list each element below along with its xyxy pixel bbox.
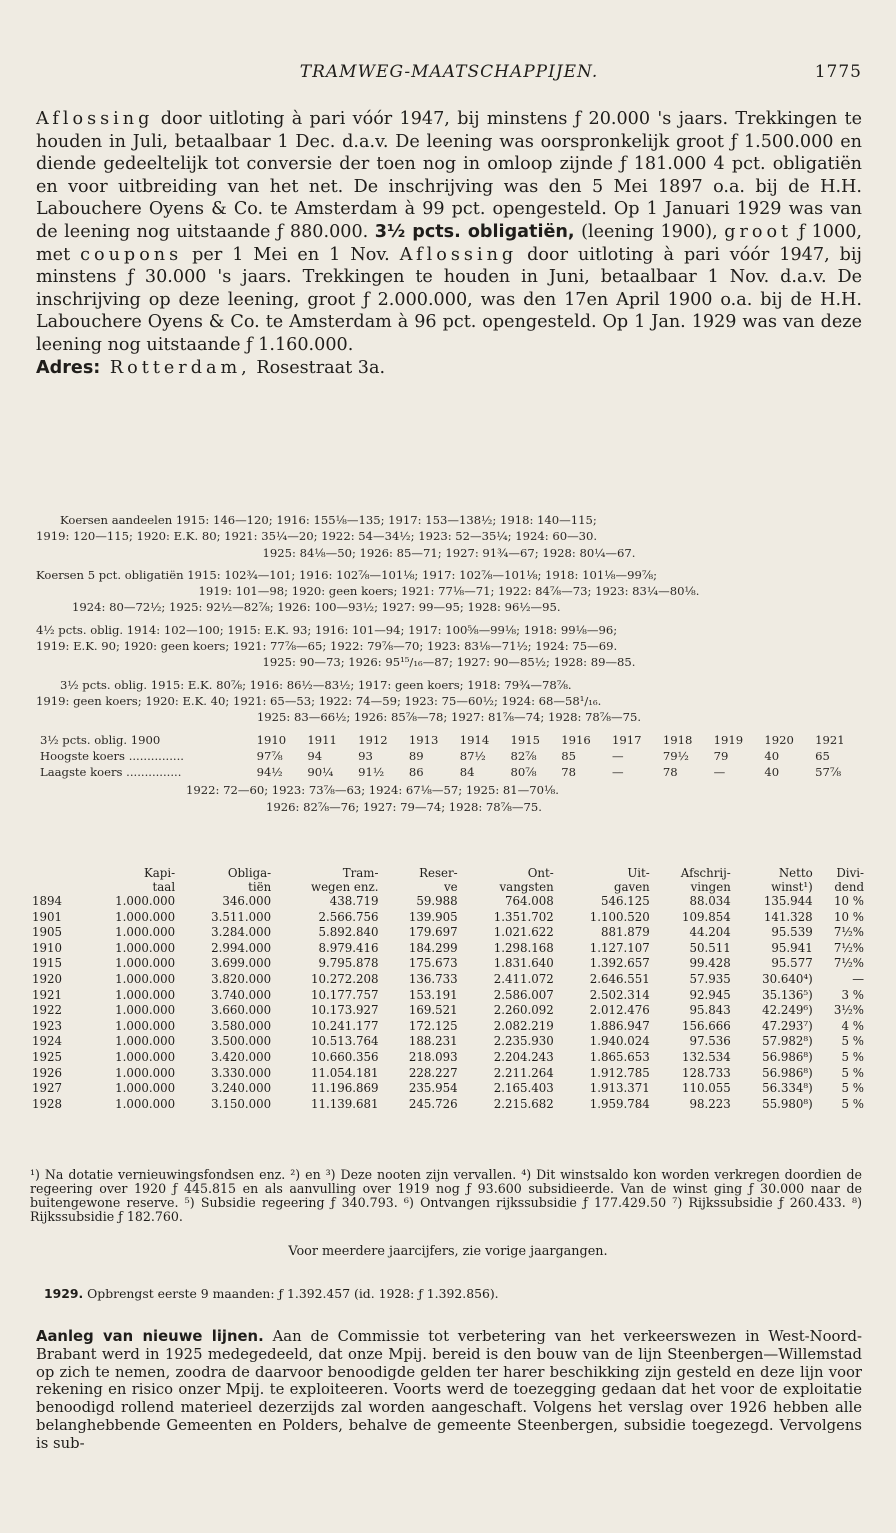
row-year: 1901 (32, 909, 63, 924)
table-cell: 438.719 (329, 894, 379, 908)
hl-cell: 78 (561, 765, 577, 780)
table-cell: 1.000.000 (115, 1003, 176, 1018)
hl-cell: 91½ (358, 765, 385, 780)
table-cell: 1.351.702 (493, 909, 554, 924)
hl-cell: 57⅞ (815, 765, 842, 780)
aflossing-label-2: Aflossing (399, 244, 518, 265)
hl-cell: 1921 (815, 732, 845, 747)
table-cell: 2.211.264 (493, 1065, 554, 1080)
table-cell: 1.100.520 (589, 909, 650, 924)
table-cell: 1.913.371 (589, 1081, 650, 1096)
table-cell: 57.935 (689, 971, 731, 986)
address-street: Rosestraat 3a. (250, 357, 386, 378)
row-year: 1894 (32, 894, 63, 908)
row-year: 1920 (32, 971, 63, 986)
hl-cell: 40 (764, 765, 780, 780)
quote-line: 1925: 84⅛—50; 1926: 85—71; 1927: 91¾—67; 1928: 80¼—67. (262, 545, 636, 560)
column-header-line: taal (152, 880, 176, 894)
table-cell: 99.428 (689, 956, 731, 971)
table-row (30, 910, 866, 926)
table-cell: 179.697 (408, 925, 458, 940)
column-header-line: Kapi- (143, 866, 176, 880)
hl-cell: — (713, 765, 726, 780)
hl-cell (242, 732, 253, 748)
table-cell: 188.231 (408, 1034, 458, 1049)
hl-cell: 94 (307, 748, 323, 763)
quote-line: 1919: geen koers; 1920: E.K. 40; 1921: 65—53; 1922: 74—59; 1923: 75—60½; 1924: 68—58¹/₁₆. (36, 693, 602, 708)
table-row (30, 988, 866, 1004)
hl-cell: 79½ (662, 748, 689, 763)
table-cell: 1.000.000 (115, 1034, 176, 1049)
table-cell: 10.272.208 (310, 971, 379, 986)
hl-cell: 79 (713, 748, 729, 763)
table-cell: 92.945 (689, 987, 731, 1002)
hl-cell: 3½ pcts. oblig. 1900 (40, 732, 161, 747)
column-header-line: Obliga- (227, 866, 272, 880)
column-header-line: Ont- (527, 866, 554, 880)
hl-cell: 1912 (358, 732, 388, 747)
hl-cell: 87½ (459, 748, 486, 763)
financial-table (30, 866, 866, 1112)
table-cell: 35.136⁵) (762, 987, 813, 1002)
column-header-line: dend (834, 880, 864, 894)
table-cell: 2.235.930 (493, 1034, 554, 1049)
table-cell: 3.330.000 (211, 1065, 272, 1080)
table-cell: 95.539 (771, 925, 813, 940)
column-header-line: Reser- (419, 866, 458, 880)
table-cell: 3 % (841, 987, 864, 1002)
table-cell: 2.204.243 (493, 1049, 554, 1064)
quote-line: Koersen aandeelen 1915: 146—120; 1916: 155⅛—135; 1917: 153—138½; 1918: 140—115; (60, 513, 597, 527)
column-header-line: winst¹) (771, 880, 813, 894)
table-cell: 1.000.000 (115, 956, 176, 971)
column-header (652, 866, 733, 894)
table-cell: 1.000.000 (115, 894, 176, 908)
loan-text-5: door uitloting à pari vóór 1947, bij minstens ƒ 30.000 's jaars. Trekkingen te houden in Juni, betaalbaar 1 Nov. d.a.v. De inschrijving op deze leening, groot ƒ 2.000.000, was den 17en April 1900 o.a. bij de H.H. Labouchere Oyens & Co. te Amsterdam à 96 pct. opengesteld. Op 1 Jan. 1929 was van deze leening nog uitstaande ƒ 1.160.000. (36, 244, 862, 355)
row-year: 1915 (32, 956, 63, 971)
quote-line: Koersen 5 pct. obligatiën 1915: 102¾—101; 1916: 102⅞—101⅛; 1917: 102⅞—101⅛; 1918: 101⅛—99⅞; (36, 567, 657, 582)
hl-cell: 78 (662, 765, 678, 780)
table-cell: 10 % (834, 894, 864, 908)
quotes-aandeelen (36, 512, 862, 561)
table-cell: 1.000.000 (115, 1049, 176, 1064)
column-header-line: Netto (778, 866, 813, 880)
table-cell: 546.125 (601, 894, 650, 908)
financial-table-block (30, 866, 866, 1112)
table-cell: 1.000.000 (115, 1065, 176, 1080)
quotes-obl-4 (36, 622, 862, 671)
table-cell: 235.954 (408, 1081, 458, 1096)
table-row (30, 1066, 866, 1082)
table-cell: 95.843 (689, 1003, 731, 1018)
table-cell: 175.673 (408, 956, 458, 971)
hl-cell: 1917 (612, 732, 642, 747)
table-row (30, 925, 866, 941)
table-cell: 1.000.000 (115, 940, 176, 955)
table-cell: 1.000.000 (115, 987, 176, 1002)
table-cell: 2.586.007 (493, 987, 554, 1002)
hl-cell: 1915 (510, 732, 540, 747)
table-row (30, 1019, 866, 1035)
table-cell: 98.223 (689, 1096, 731, 1111)
table-cell: 10.177.757 (310, 987, 379, 1002)
table-cell: 2.012.476 (589, 1003, 650, 1018)
table-cell: 1.000.000 (115, 1081, 176, 1096)
table-cell: 172.125 (408, 1018, 458, 1033)
table-cell: 228.227 (408, 1065, 458, 1080)
hl-cell: 40 (764, 748, 780, 763)
table-cell: 169.521 (408, 1003, 458, 1018)
loan-text-1: door uitloting à pari vóór 1947, bij minstens ƒ 20.000 's jaars. Trekkingen te houden in Juli, betaalbaar 1 Dec. d.a.v. De leening was oorspronkelijk groot ƒ 1.500.000 en diende gedeeltelijk tot conversie der toen nog in omloop zijnde ƒ 181.000 4 pct. obligatiën en voor uitbreiding van het net. De inschrijving was den 5 Mei 1897 o.a. bij de H.H. Labouchere Oyens & Co. te Amsterdam à 99 pct. opengesteld. Op 1 Januari 1929 was van de leening nog uitstaande ƒ 880.000. (36, 109, 862, 242)
table-row (30, 956, 866, 972)
row-year: 1925 (32, 1049, 63, 1064)
table-cell: 7½% (833, 940, 864, 955)
table-cell: 8.979.416 (318, 940, 379, 955)
table-cell: 110.055 (682, 1081, 731, 1096)
row-year: 1924 (32, 1034, 63, 1049)
table-cell: 1.298.168 (493, 940, 554, 955)
new-lines-section (36, 1328, 862, 1453)
column-header (733, 866, 815, 894)
table-cell: 139.905 (408, 909, 458, 924)
hl-cell: 84 (459, 765, 475, 780)
table-cell: 3.240.000 (211, 1081, 272, 1096)
hl-hoogste-row (36, 748, 862, 764)
new-lines-text: Aan de Commissie tot verbetering van het verkeerswezen in West-Noord-Brabant werd in 1925 medegedeeld, dat onze Mpij. bereid is den bouw van de lijn Steenbergen—Willemstad op zich te nemen, zoodra de daarvoor benoodigde gelden ter harer beschikking zijn gesteld en deze lijn voor rekening en risico onzer Mpij. te exploiteeren. Voorts werd de toezegging gedaan dat het voor de exploitatie benoodigd rollend materieel dezerzijds zal worden aangeschaft. Volgens het verslag over 1926 hebben alle belanghebbende Gemeenten en Polders, behalve de gemeente Steenbergen, subsidie toegezegd. Vervolgens is sub- (36, 1328, 862, 1452)
table-row (30, 1097, 866, 1113)
table-cell: 5.892.840 (318, 925, 379, 940)
table-cell: 47.293⁷) (762, 1018, 813, 1033)
column-header (30, 866, 81, 894)
coupons-label: coupons (80, 244, 183, 265)
hl-cell: 65 (815, 748, 830, 763)
row-year: 1905 (32, 925, 63, 940)
table-cell: 95.577 (771, 956, 813, 971)
column-header-line: Tram- (342, 866, 379, 880)
page-number: 1775 (814, 62, 862, 82)
quote-line: 1922: 72—60; 1923: 73⅞—63; 1924: 67⅛—57; 1925: 81—70⅛. (186, 783, 559, 798)
row-year: 1923 (32, 1018, 63, 1033)
hl-cell: 82⅞ (510, 748, 537, 763)
table-cell: 56.334⁸) (762, 1081, 813, 1096)
table-cell: 1.000.000 (115, 925, 176, 940)
table-cell: 3.150.000 (211, 1096, 272, 1111)
table-cell: 1.865.653 (589, 1049, 650, 1064)
table-cell: 3.511.000 (211, 909, 272, 924)
quote-line: 4½ pcts. oblig. 1914: 102—100; 1915: E.K. 93; 1916: 101—94; 1917: 100⅝—99⅛; 1918: 99⅛—96; (36, 622, 618, 637)
table-cell: 764.008 (504, 894, 554, 908)
quote-line: 1919: 120—115; 1920: E.K. 80; 1921: 35¼—20; 1922: 54—34½; 1923: 52—35¼; 1924: 60—30. (36, 529, 598, 544)
address-line (36, 357, 862, 380)
table-row (30, 1081, 866, 1097)
financial-table-body (30, 894, 866, 1112)
hl-cell: 1913 (408, 732, 439, 747)
table-cell: 135.944 (763, 894, 813, 908)
table-cell: 11.054.181 (310, 1065, 379, 1080)
table-cell: 55.980⁸) (762, 1096, 813, 1111)
table-row (30, 1034, 866, 1050)
table-cell: 3.699.000 (211, 956, 272, 971)
column-header (177, 866, 273, 894)
hl-cell: 1910 (256, 732, 287, 747)
column-header (273, 866, 380, 894)
row-year: 1910 (32, 940, 63, 955)
table-cell: 153.191 (408, 987, 458, 1002)
table-cell: 109.854 (682, 909, 731, 924)
table-cell: 3.420.000 (211, 1049, 272, 1064)
table-cell: 5 % (841, 1096, 864, 1111)
hl-header-row (36, 732, 862, 748)
table-cell: 218.093 (408, 1049, 458, 1064)
table-cell: 184.299 (408, 940, 458, 955)
table-cell: 10.241.177 (310, 1018, 379, 1033)
quotes-obl-5 (36, 567, 862, 616)
table-cell: 10 % (834, 909, 864, 924)
row-year: 1927 (32, 1081, 63, 1096)
table-cell: 156.666 (682, 1018, 731, 1033)
hl-cell: 1919 (713, 732, 744, 747)
column-header-line: vingen (690, 880, 731, 894)
hl-cell: 85 (561, 748, 577, 763)
table-cell: 5 % (841, 1034, 864, 1049)
obligaties-heading: 3½ pcts. obligatiën, (374, 221, 575, 242)
table-cell: 128.733 (682, 1065, 731, 1080)
table-cell: 2.566.756 (318, 909, 379, 924)
table-cell: 10.660.356 (310, 1049, 379, 1064)
hl-cell: 1916 (561, 732, 591, 747)
groot-label: groot (724, 221, 793, 242)
page-header (36, 62, 862, 82)
new-lines-heading: Aanleg van nieuwe lijnen. (36, 1328, 264, 1345)
table-cell: 1.000.000 (115, 909, 176, 924)
table-cell: 7½% (833, 925, 864, 940)
quote-line: 1926: 82⅞—76; 1927: 79—74; 1928: 78⅞—75. (266, 799, 542, 814)
table-cell: 97.536 (689, 1034, 731, 1049)
table-cell: 3½% (833, 1003, 864, 1018)
hl-cell (242, 764, 253, 780)
column-header (81, 866, 177, 894)
table-cell: — (852, 971, 864, 986)
hl-cell (242, 748, 253, 764)
aflossing-label: Aflossing (36, 109, 154, 129)
table-cell: 3.820.000 (211, 971, 272, 986)
quote-line: 1925: 90—73; 1926: 95¹⁵/₁₆—87; 1927: 90—85½; 1928: 89—85. (262, 655, 636, 670)
loan-text-2: (leening 1900), (574, 221, 725, 242)
hl-cell: 89 (408, 748, 424, 763)
table-cell: 5 % (841, 1081, 864, 1096)
quote-line: 1919: E.K. 90; 1920: geen koers; 1921: 77⅞—65; 1922: 79⅞—70; 1923: 83⅛—71½; 1924: 75—69. (36, 639, 618, 654)
table-row (30, 1003, 866, 1019)
quote-line: 1924: 80—72½; 1925: 92½—82⅞; 1926: 100—93½; 1927: 99—95; 1928: 96½—95. (72, 600, 561, 615)
price-quotes (36, 512, 862, 815)
hl-cell: Hoogste koers ............... (40, 748, 184, 763)
table-cell: 1.392.657 (589, 956, 650, 971)
table-cell: 59.988 (416, 894, 458, 908)
loan-text-4: per 1 Mei en 1 Nov. (182, 244, 400, 265)
table-cell: 5 % (841, 1065, 864, 1080)
table-cell: 2.260.092 (493, 1003, 554, 1018)
table-cell: 245.726 (408, 1096, 458, 1111)
table-cell: 56.986⁸) (762, 1049, 813, 1064)
table-cell: 1.940.024 (589, 1034, 650, 1049)
row-year: 1922 (32, 1003, 63, 1018)
table-cell: 11.139.681 (310, 1096, 379, 1111)
table-cell: 346.000 (222, 894, 272, 908)
table-cell: 2.215.682 (493, 1096, 554, 1111)
table-cell: 30.640⁴) (762, 971, 813, 986)
hl-cell: Laagste koers ............... (40, 765, 182, 780)
table-cell: 4 % (841, 1018, 864, 1033)
hl-cell: 80⅞ (510, 765, 537, 780)
table-cell: 42.249⁶) (762, 1003, 813, 1018)
hl-cell: 1911 (307, 732, 337, 747)
loan-description (36, 108, 862, 379)
table-cell: 56.986⁸) (762, 1065, 813, 1080)
table-cell: 1.000.000 (115, 1096, 176, 1111)
new-lines-paragraph (36, 1328, 862, 1453)
table-cell: 2.165.403 (493, 1081, 554, 1096)
table-cell: 3.284.000 (211, 925, 272, 940)
hl-cell: 1914 (459, 732, 490, 747)
table-cell: 1.831.640 (493, 956, 554, 971)
hl-laagste-row (36, 764, 862, 780)
table-row (30, 1050, 866, 1066)
table-cell: 10.173.927 (310, 1003, 379, 1018)
revenue-year: 1929. (44, 1286, 84, 1301)
hl-cell: 93 (358, 748, 373, 763)
column-header (815, 866, 866, 894)
table-row (30, 941, 866, 957)
revenue-text: Opbrengst eerste 9 maanden: ƒ 1.392.457 (id. 1928: ƒ 1.392.856). (83, 1286, 499, 1301)
hl-cell: 1920 (764, 732, 794, 747)
high-low-table (36, 732, 862, 781)
revenue-line (44, 1286, 862, 1301)
quote-line: 3½ pcts. oblig. 1915: E.K. 80⅞; 1916: 86½—83½; 1917: geen koers; 1918: 79¾—78⅞. (60, 677, 572, 692)
column-header (380, 866, 459, 894)
row-year: 1926 (32, 1065, 63, 1080)
loan-text-3: ƒ 1000, met (36, 221, 862, 265)
table-cell: 88.034 (689, 894, 731, 908)
column-header-line: tiën (248, 880, 272, 894)
table-cell: 50.511 (689, 940, 731, 955)
table-cell: 136.733 (408, 971, 458, 986)
table-cell: 9.795.878 (318, 956, 379, 971)
column-header (460, 866, 556, 894)
column-header (556, 866, 652, 894)
quote-line: 1925: 83—66½; 1926: 85⅞—78; 1927: 81⅞—74; 1928: 78⅞—75. (256, 710, 642, 725)
table-cell: 2.646.551 (589, 971, 650, 986)
row-year: 1928 (32, 1096, 63, 1111)
footnote-text: ¹) Na dotatie vernieuwingsfondsen enz. ²) en ³) Deze nooten zijn vervallen. ⁴) Dit winstsaldo kon worden verkregen doordien de regeering over 1920 ƒ 445.815 en als aanvulling over 1919 nog ƒ 93.600 subsidieerde. Van de winst ging ƒ 30.000 naar de buitengewone reserve. ⁵) Subsidie regeering ƒ 340.793. ⁶) Ontvangen rijkssubsidie ƒ 177.429.50 ⁷) Rijkssubsidie ƒ 260.433. ⁸) Rijkssubsidie ƒ 182.760. (30, 1167, 862, 1224)
table-header-row (30, 866, 866, 894)
column-header-line: Divi- (836, 866, 864, 880)
row-year: 1921 (32, 987, 63, 1002)
table-cell: 10.513.764 (310, 1034, 379, 1049)
table-cell: 7½% (833, 956, 864, 971)
loan-paragraph (36, 108, 862, 357)
column-header-line: wegen enz. (310, 880, 379, 894)
table-cell: 2.502.314 (589, 987, 650, 1002)
table-cell: 881.879 (601, 925, 650, 940)
table-cell: 1.021.622 (493, 925, 554, 940)
quotes-obl-3 (36, 677, 862, 726)
table-cell: 3.580.000 (211, 1018, 272, 1033)
table-cell: 2.994.000 (211, 940, 272, 955)
table-cell: 11.196.869 (310, 1081, 379, 1096)
table-cell: 141.328 (763, 909, 813, 924)
hl-cell: 86 (408, 765, 424, 780)
hl-cell: 90¼ (307, 765, 334, 780)
column-header-line: vangsten (499, 880, 554, 894)
table-row (30, 972, 866, 988)
hl-cell: 97⅞ (256, 748, 283, 763)
table-cell: 3.500.000 (211, 1034, 272, 1049)
column-header-line: ve (444, 880, 458, 894)
table-cell: 132.534 (682, 1049, 731, 1064)
table-cell: 3.740.000 (211, 987, 272, 1002)
table-cell: 1.000.000 (115, 971, 176, 986)
table-cell: 1.886.947 (589, 1018, 650, 1033)
quote-line: 1919: 101—98; 1920: geen koers; 1921: 77⅛—71; 1922: 84⅞—73; 1923: 83¼—80⅛. (198, 584, 700, 599)
table-cell: 2.411.072 (493, 971, 554, 986)
table-cell: 44.204 (689, 925, 731, 940)
table-cell: 57.982⁸) (762, 1034, 813, 1049)
more-figures-note: Voor meerdere jaarcijfers, zie vorige jaargangen. (288, 1244, 608, 1259)
address-label: Adres: (36, 357, 101, 378)
hl-cell: — (612, 765, 624, 780)
table-row (30, 894, 866, 910)
table-cell: 95.941 (771, 940, 813, 955)
footnotes (30, 1168, 862, 1224)
address-city: Rotterdam, (100, 357, 251, 378)
table-cell: 1.000.000 (115, 1018, 176, 1033)
table-cell: 5 % (841, 1049, 864, 1064)
hl-cell: 94½ (256, 765, 283, 780)
column-header-line: Afschrij- (680, 866, 731, 880)
column-header-line: Uit- (627, 866, 650, 880)
table-cell: 1.959.784 (589, 1096, 650, 1111)
table-cell: 3.660.000 (211, 1003, 272, 1018)
table-cell: 1.912.785 (589, 1065, 650, 1080)
hl-cell: 1918 (662, 732, 693, 747)
hl-cell: — (612, 748, 624, 763)
table-cell: 2.082.219 (493, 1018, 554, 1033)
running-title: TRAMWEG-MAATSCHAPPIJEN. (299, 62, 599, 82)
column-header-line: gaven (613, 880, 650, 894)
table-cell: 1.127.107 (589, 940, 650, 955)
